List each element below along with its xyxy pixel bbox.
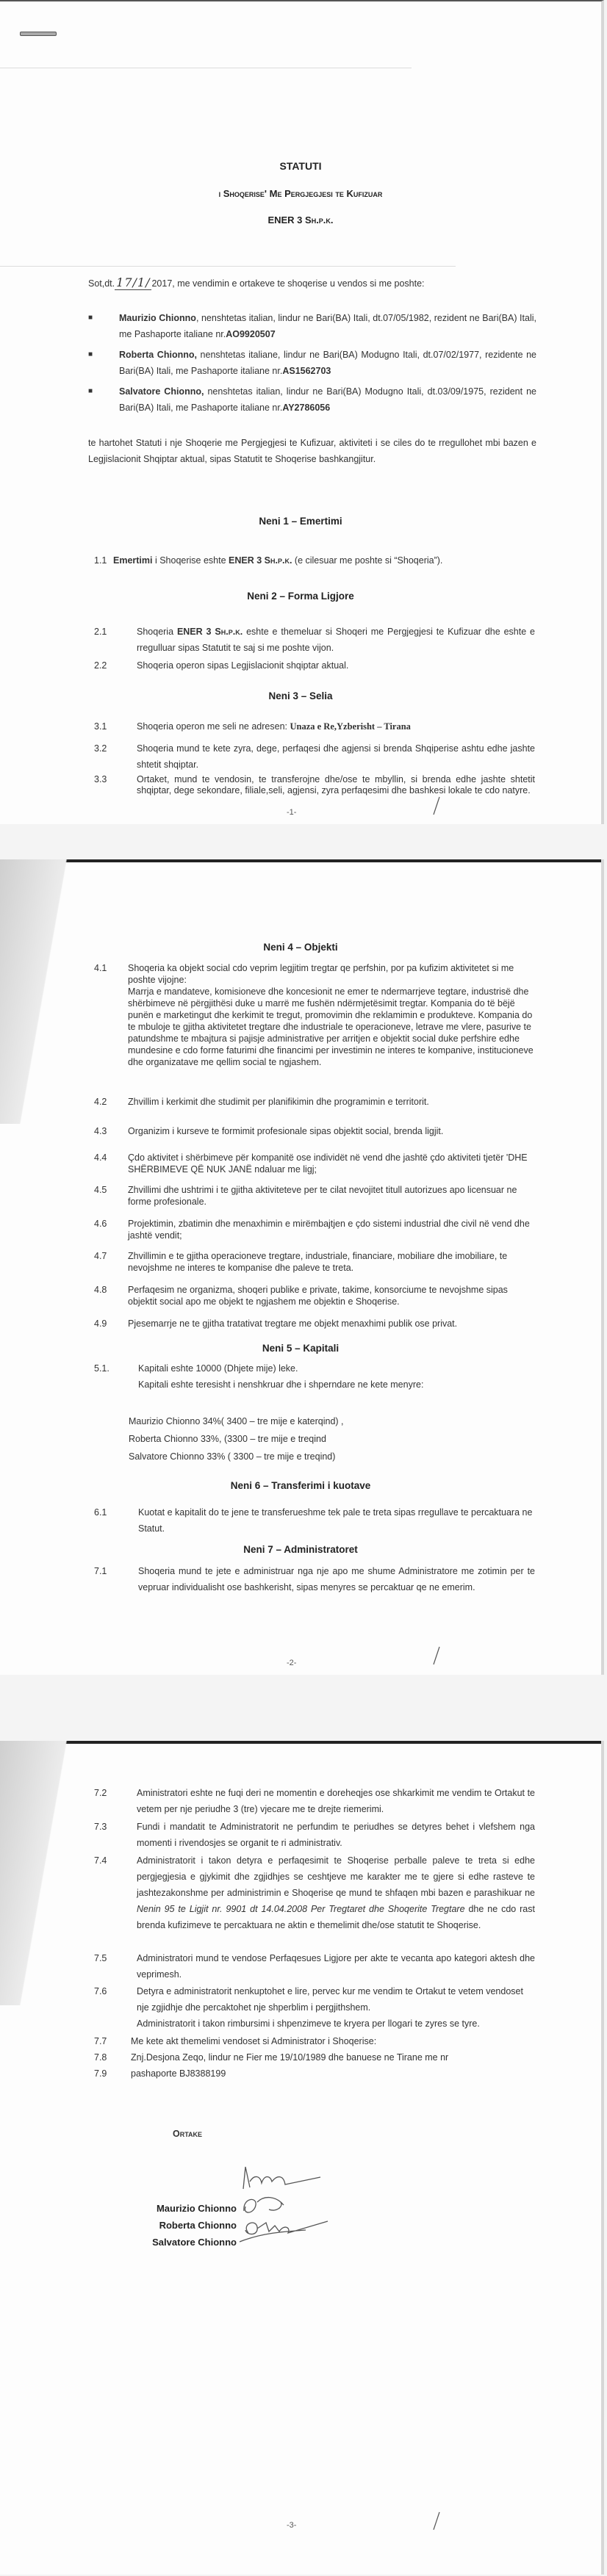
clause-4-8 bbox=[94, 1284, 535, 1307]
clause-1-1 bbox=[94, 552, 535, 569]
bullet-icon: ■ bbox=[88, 314, 93, 322]
clause-number: 7.8 bbox=[94, 2052, 107, 2063]
clause-number: 4.6 bbox=[94, 1219, 107, 1229]
clause-number: 6.1 bbox=[94, 1507, 107, 1518]
founder-details: , nenshtetas italian, lindur ne Bari(BA) Itali, dt.07/05/1982, rezident ne Bari(BA) Itali, me Pashaporte italiane nr. bbox=[119, 313, 536, 339]
clause-text: Me kete akt themelimi vendoset si Administrator i Shoqerise: bbox=[131, 2036, 377, 2046]
clause-6-1 bbox=[94, 1504, 535, 1537]
clause-number: 1.1 bbox=[94, 555, 107, 566]
signatory-name: Maurizio Chionno bbox=[156, 2203, 237, 2214]
clause-4-2 bbox=[94, 1096, 535, 1108]
founder-name: Salvatore Chionno, bbox=[119, 386, 204, 397]
clause-number: 7.7 bbox=[94, 2036, 107, 2046]
clause-number: 7.6 bbox=[94, 1986, 107, 1996]
founder-item bbox=[88, 347, 536, 379]
clause-text: Organizim i kurseve te formimit profesionale sipas objektit social, brenda ligjit. bbox=[128, 1126, 444, 1136]
article-5-heading: Neni 5 – Kapitali bbox=[262, 1343, 340, 1354]
clause-text: Zhvillim i kerkimit dhe studimit per planifikimin dhe programimin e territorit. bbox=[128, 1097, 429, 1107]
page-number: -3- bbox=[287, 2521, 297, 2530]
page-fold bbox=[0, 1741, 73, 2005]
clause-2-1 bbox=[94, 624, 535, 656]
clause-text: Projektimin, zbatimin dhe menaxhimin e mirëmbajtjen e çdo sistemi industrial dhe civil në vend dhe jashtë vendit; bbox=[128, 1219, 530, 1241]
company-name: ENER 3 Sh.p.k. bbox=[176, 627, 243, 637]
share-item: Salvatore Chionno 33% ( 3300 – tre mije e treqind) bbox=[129, 1451, 336, 1462]
founder-passport: AY2786056 bbox=[282, 403, 331, 413]
clause-4-1 bbox=[94, 962, 535, 1068]
clause-4-5 bbox=[94, 1184, 535, 1208]
page-number: -1- bbox=[287, 808, 297, 817]
clause-number: 4.2 bbox=[94, 1097, 107, 1107]
signatory-name: Salvatore Chionno bbox=[152, 2237, 237, 2248]
clause-7-3 bbox=[94, 1819, 535, 1851]
clause-text: Shoqeria ka objekt social cdo veprim legjitim tregtar qe perfshin, por pa kufizim aktivitetet si me poshte vijojne: bbox=[128, 963, 514, 985]
staple-mark bbox=[20, 32, 57, 36]
clause-text: Aministratori eshte ne fuqi deri ne momentin e doreheqjes ose shkarkimit me vendim te Ortakut te vetem per nje periudhe 3 (tre) vjecare me te drejte riemerimi. bbox=[137, 1788, 535, 1814]
clause-number: 7.1 bbox=[94, 1566, 107, 1576]
clause-5-1 bbox=[94, 1360, 535, 1393]
clause-number: 3.1 bbox=[94, 721, 107, 732]
article-4-heading: Neni 4 – Objekti bbox=[263, 942, 338, 953]
clause-text: (e cilesuar me poshte si “Shoqeria”). bbox=[292, 555, 443, 566]
clause-text: Çdo aktivitet i shërbimeve për kompanitë ose individët në vend dhe jashtë çdo aktiviteti tjetër 'DHE SHËRBIMEVE QË NUK JANË ndaluar me ligj; bbox=[128, 1152, 528, 1175]
clause-number: 3.2 bbox=[94, 743, 107, 754]
clause-text: Emertimi bbox=[113, 555, 153, 566]
initial-tick-mark bbox=[432, 795, 441, 818]
clause-3-3 bbox=[94, 774, 535, 796]
founder-details: nenshtetas italiane, lindur ne Bari(BA) Modugno Itali, dt.07/02/1977, rezidente ne Bari(BA) Itali, me Pashaporte italiane nr. bbox=[119, 350, 537, 376]
founder-item bbox=[88, 383, 536, 416]
preamble: te hartohet Statuti i nje Shoqerie me Pergjegjesi te Kufizuar, aktiviteti i se ciles do te rregullohet mbi bazen e Legjislacionit Shqiptar aktual, sipas Statutit te Shoqerise bashkangjitur. bbox=[88, 438, 536, 464]
clause-text: Znj.Desjona Zeqo, lindur ne Fier me 19/10/1989 dhe banuese ne Tirane me nr bbox=[131, 2052, 449, 2063]
clause-4-3 bbox=[94, 1125, 535, 1137]
founder-details: nenshtetas italian, lindur ne Bari(BA) Modugno Itali, dt.03/09/1975, rezident ne Bari(BA) Itali, me Pashaporte italiane nr. bbox=[119, 386, 536, 413]
clause-number: 2.2 bbox=[94, 660, 107, 671]
article-3-heading: Neni 3 – Selia bbox=[268, 690, 333, 701]
clause-text: eshte e themeluar si Shoqeri me Pergjegjesi te Kufizuar dhe eshte e rregulluar sipas Statutit te saj si me poshte vijon. bbox=[137, 627, 535, 653]
share-item: Maurizio Chionno 34%( 3400 – tre mije e katerqind) , bbox=[129, 1416, 344, 1426]
document-subtitle: i Shoqerise' Me Pergjegjesi te Kufizuar bbox=[218, 188, 383, 199]
handwritten-signatures bbox=[240, 2160, 335, 2248]
clause-number: 4.8 bbox=[94, 1285, 107, 1295]
clause-4-4 bbox=[94, 1152, 535, 1175]
article-2-heading: Neni 2 – Forma Ligjore bbox=[247, 591, 354, 602]
intro-suffix: 2017, me vendimin e ortakeve te shoqerise u vendos si me poshte: bbox=[151, 278, 425, 289]
clause-text: Shoqeria mund te jete e administruar nga nje apo me shume Administratore me zotimin per te vepruar individualisht ose bashkerisht, sipas menyres se percaktuar qe ne emerim. bbox=[138, 1566, 535, 1592]
clause-text: Marrja e mandateve, komisioneve dhe koncesionit ne emer te ndermarrjeve tegtare, industrisë dhe shërbimeve në përgjithësi duke u marrë me fushën ndërmjetësimit tregtar. Kompania do të bëjë punën e marketingut dhe kerkimit te tregut, promovimin dhe reklamimin e produkteve. Kompania do te mbuloje te gjitha aktivitetet tregtare dhe industriale te operacioneve, letrave me vlere, pasurive te patundshme te mbajtura si pajisje administrative per arritjen e objektit social duke perfshire edhe mundesine e cdo forme faturimi dhe financimi per investimin ne interes te kompanive, institucioneve dhe organizatave me qellim social te ngjashem. bbox=[128, 986, 534, 1067]
partners-label: Ortake bbox=[173, 2129, 203, 2139]
clause-number: 4.3 bbox=[94, 1126, 107, 1136]
clause-text: pashaporte BJ8388199 bbox=[131, 2068, 226, 2079]
clause-number: 2.1 bbox=[94, 627, 107, 637]
article-6-heading: Neni 6 – Transferimi i kuotave bbox=[230, 1480, 371, 1491]
founder-passport: AS1562703 bbox=[282, 366, 331, 376]
page-edge bbox=[0, 859, 601, 862]
page-number: -2- bbox=[287, 1659, 297, 1667]
clause-3-2 bbox=[94, 740, 535, 773]
clause-text: Ortaket, mund te vendosin, te transferojne dhe/ose te mbyllin, si brenda edhe jashte shtetit shqiptar, dege sekondare, filiale,seli, agjensi, zyra perfaqesimi dhe bashkesi lokale te cdo natyre. bbox=[137, 774, 535, 795]
signature-roberta bbox=[244, 2198, 284, 2212]
clause-number: 7.2 bbox=[94, 1788, 107, 1798]
signature-maurizio bbox=[243, 2167, 320, 2189]
clause-text: Administratorit i takon rimbursimi i shpenzimeve te kryera per llogari te zyres se tyre. bbox=[137, 2018, 480, 2029]
clause-7-7 bbox=[94, 2033, 535, 2049]
article-1-heading: Neni 1 – Emertimi bbox=[259, 516, 342, 527]
founder-passport: AO9920507 bbox=[226, 329, 276, 339]
founder-name: Roberta Chionno, bbox=[119, 350, 197, 360]
page-fold bbox=[0, 859, 73, 1124]
founder-name: Maurizio Chionno bbox=[119, 313, 196, 323]
handwritten-date: 17/1/ bbox=[116, 275, 151, 289]
scan-line bbox=[0, 266, 456, 267]
clause-7-1 bbox=[94, 1563, 535, 1595]
clause-7-6 bbox=[94, 1983, 535, 2032]
clause-text: Administratorit i takon detyra e perfaqesimit te Shoqerise perballe paleve te treta si edhe pergjegjesia e gjykimit dhe zgjidhjes se ceshtjeve me karakter me te gjere si edhe rasteve te jashtezakonshme per administrimin e Shoqerise qe mund te shfaqen mbi bazen e parashikuar ne bbox=[137, 1855, 535, 1898]
clause-4-7 bbox=[94, 1250, 535, 1274]
clause-number: 4.7 bbox=[94, 1251, 107, 1261]
clause-text: Shoqeria bbox=[137, 627, 177, 637]
signatory-name: Roberta Chionno bbox=[159, 2220, 237, 2231]
share-item: Roberta Chionno 33%, (3300 – tre mije e treqind bbox=[129, 1434, 326, 1444]
clause-7-2 bbox=[94, 1785, 535, 1817]
page-edge bbox=[0, 1741, 601, 1744]
company-name: ENER 3 Sh.p.k. bbox=[229, 555, 292, 566]
clause-text: Shoqeria operon sipas Legjislacionit shqiptar aktual. bbox=[137, 660, 349, 671]
clause-text: Kapitali eshte 10000 (Dhjete mije) leke. bbox=[138, 1363, 298, 1374]
clause-number: 4.9 bbox=[94, 1318, 107, 1329]
clause-number: 4.5 bbox=[94, 1185, 107, 1195]
clause-4-6 bbox=[94, 1218, 535, 1241]
clause-number: 7.5 bbox=[94, 1953, 107, 1963]
clause-7-5 bbox=[94, 1950, 535, 1982]
initial-tick-mark bbox=[432, 1645, 441, 1667]
signature-names bbox=[141, 2200, 237, 2251]
clause-3-1 bbox=[94, 718, 535, 735]
clause-text: i Shoqerise eshte bbox=[152, 555, 229, 566]
clause-number: 4.1 bbox=[94, 963, 107, 973]
clause-text: Kapitali eshte teresisht i nenshkruar dhe i shperndare ne kete menyre: bbox=[138, 1379, 424, 1390]
clause-text: Shoqeria operon me seli ne adresen: bbox=[137, 721, 290, 732]
signature-salvatore bbox=[240, 2221, 328, 2242]
initial-tick-mark bbox=[432, 2511, 441, 2533]
clause-text: dhe ne cdo rast brenda kufizimeve te percaktuara ne aktin e themelimit dhe/ose statutit te Shoqerise. bbox=[137, 1904, 535, 1930]
document-title: STATUTI bbox=[279, 160, 322, 172]
intro-prefix: Sot,dt. bbox=[88, 278, 115, 289]
clause-text: Detyra e administratorit nenkuptohet e lire, pervec kur me vendim te Ortakut te vetem vendoset nje zgjidhje dhe percaktohet nje shperblim i pergjithshem. bbox=[137, 1986, 523, 2013]
clause-number: 5.1. bbox=[94, 1363, 109, 1374]
company-name: ENER 3 Sh.p.k. bbox=[267, 214, 334, 226]
clause-7-8 bbox=[94, 2049, 535, 2066]
clause-number: 4.4 bbox=[94, 1152, 107, 1163]
clause-text: Zhvillimin e te gjitha operacioneve tregtare, industriale, financiare, mobiliare dhe imobiliare, te nevojshme ne interes te kompanise dhe paleve te treta. bbox=[128, 1251, 508, 1273]
address: Unaza e Re,Yzberisht – Tirana bbox=[290, 721, 411, 732]
clause-7-4 bbox=[94, 1852, 535, 1933]
clause-text: Kuotat e kapitalit do te jene te transferueshme tek pale te treta sipas rregullave te percaktuara ne Statut. bbox=[138, 1507, 533, 1534]
law-reference: Nenin 95 te Ligjit nr. 9901 dt 14.04.2008 Per Tregtaret dhe Shoqerite Tregtare bbox=[137, 1904, 465, 1914]
clause-text: Administratori mund te vendose Perfaqesues Ligjore per akte te vecanta apo kategori aktesh dhe veprimesh. bbox=[137, 1953, 535, 1980]
clause-text: Fundi i mandatit te Administratorit ne perfundim te periudhes se detyres behet i vlefshem nga momenti i rivendosjes se organit te ri administrativ. bbox=[137, 1822, 535, 1848]
clause-number: 3.3 bbox=[94, 774, 107, 784]
clause-2-2 bbox=[94, 657, 535, 674]
clause-number: 7.4 bbox=[94, 1855, 107, 1866]
bullet-icon: ■ bbox=[88, 387, 93, 395]
clause-7-9 bbox=[94, 2066, 535, 2082]
bullet-icon: ■ bbox=[88, 350, 93, 358]
article-7-heading: Neni 7 – Administratoret bbox=[243, 1544, 358, 1555]
clause-text: Perfaqesim ne organizma, shoqeri publike e private, takime, konsorciume te nevojshme sipas objektit social apo me objekt te ngjashem me objektin e Shoqerise. bbox=[128, 1285, 508, 1307]
clause-number: 7.9 bbox=[94, 2068, 107, 2079]
founder-item bbox=[88, 310, 536, 342]
clause-number: 7.3 bbox=[94, 1822, 107, 1832]
clause-text: Shoqeria mund te kete zyra, dege, perfaqesi dhe agjensi si brenda Shqiperise ashtu edhe jashte shtetit shqiptar. bbox=[137, 743, 535, 770]
intro-line bbox=[88, 275, 533, 292]
clause-text: Zhvillimi dhe ushtrimi i te gjitha aktiviteteve per te cilat nevojitet titull autorizues apo licensuar ne forme profesionale. bbox=[128, 1185, 517, 1207]
clause-4-9 bbox=[94, 1318, 535, 1330]
clause-text: Pjesemarrje ne te gjitha tratativat tregtare me objekt menaxhimi publik ose privat. bbox=[128, 1318, 458, 1329]
